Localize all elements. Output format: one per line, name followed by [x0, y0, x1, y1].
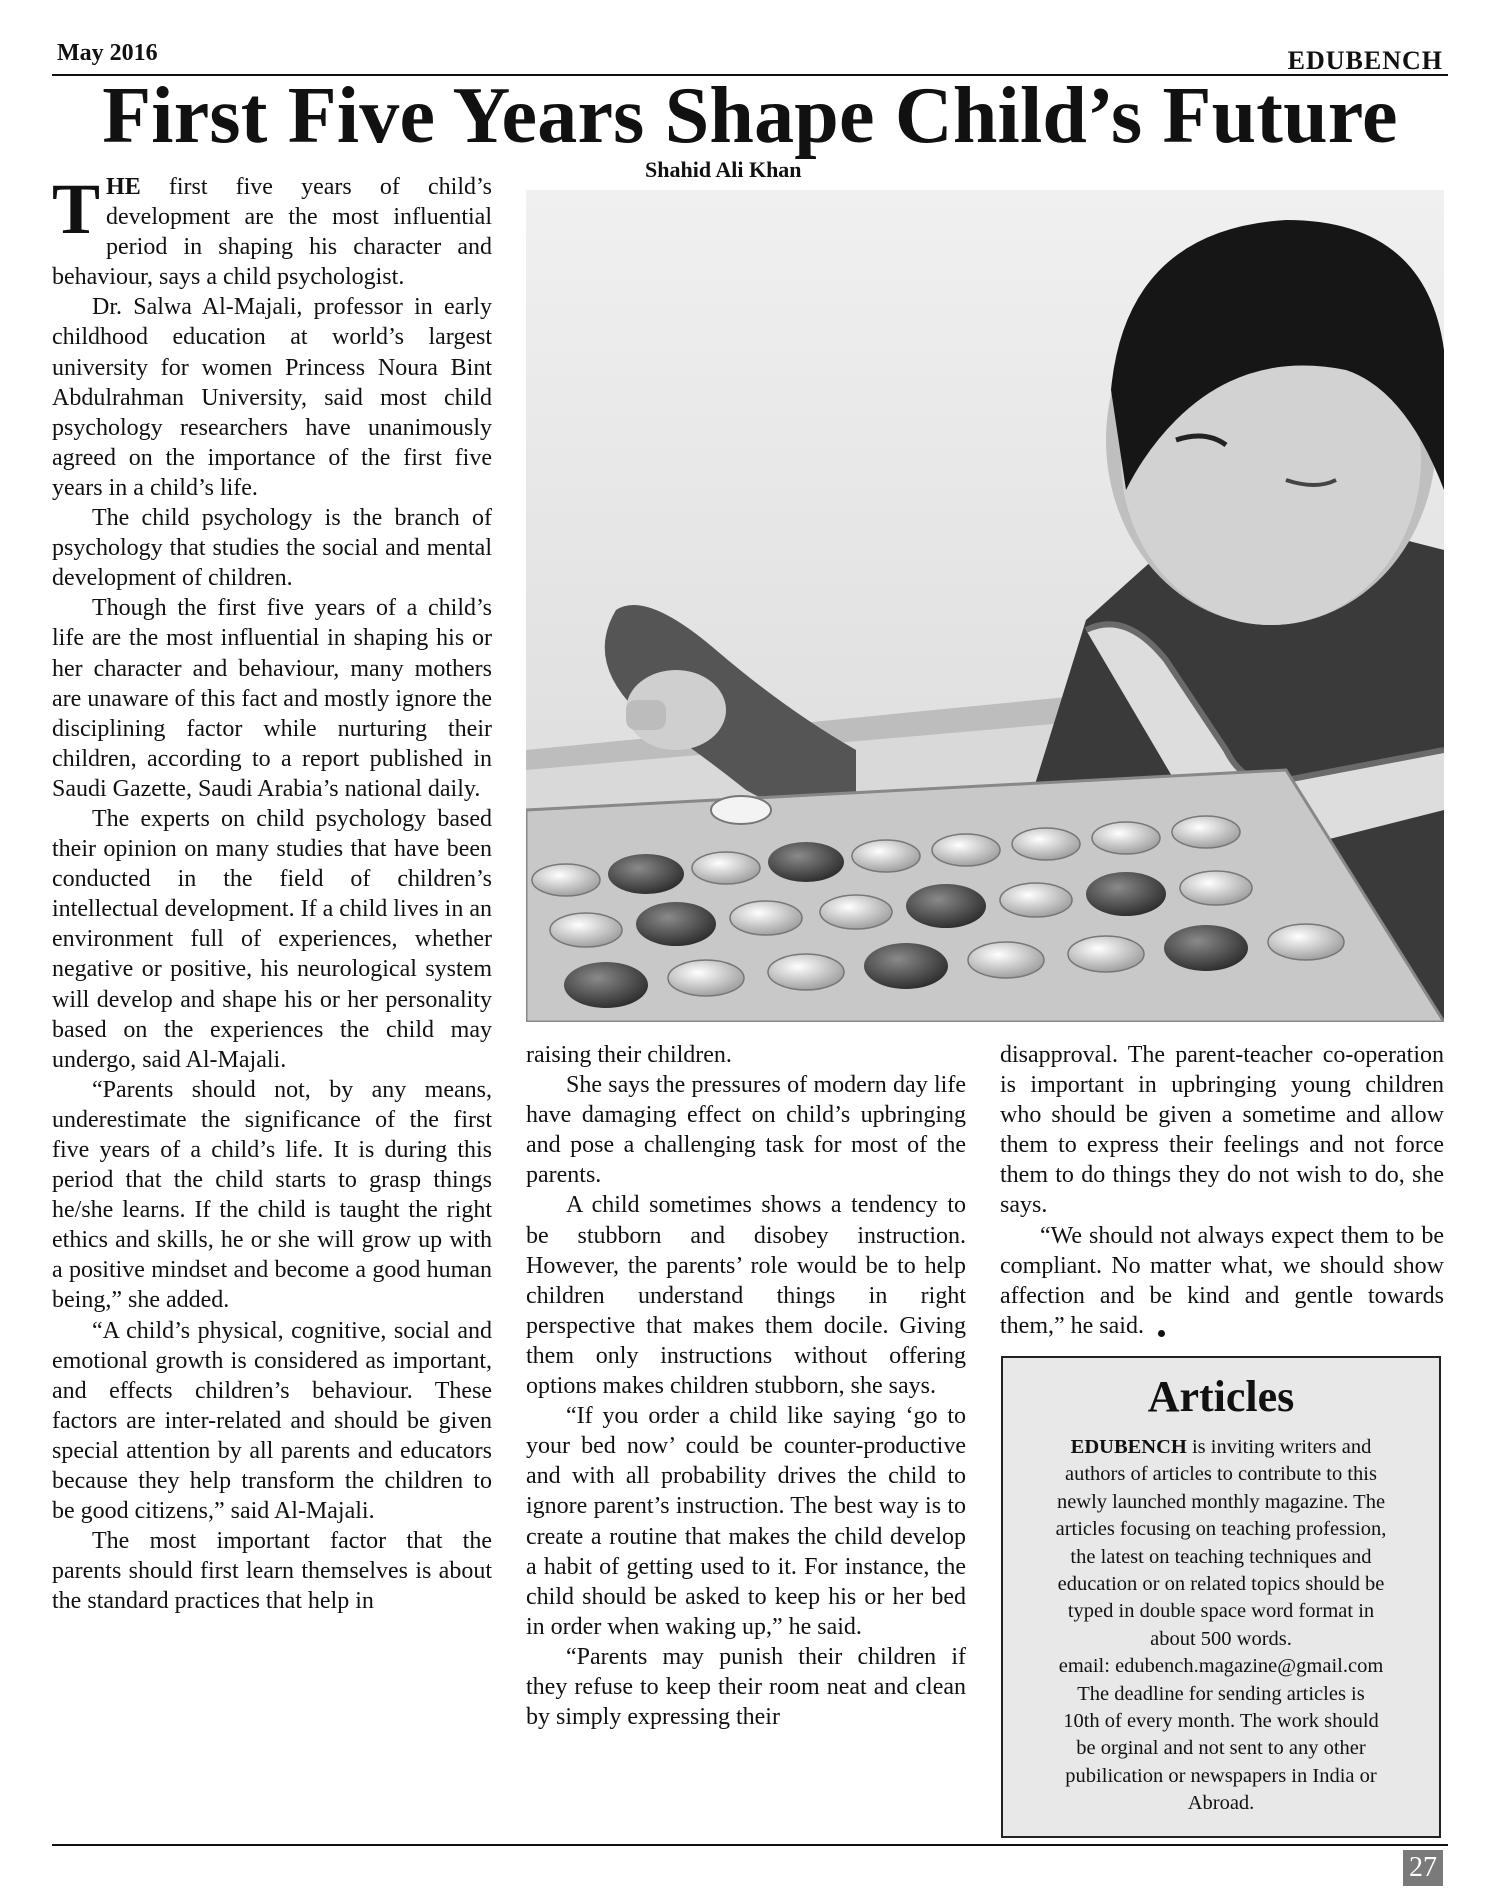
box-line: education or on related topics should be [1057, 1573, 1385, 1596]
game-board [526, 770, 1444, 1022]
article-paragraph: Though the first five years of a child’s life are the most influential in shaping his or her character and behaviour, many mothers are unaware of this fact and mostly ignore the disciplining factor while nurturing their children, according to a report published in Saudi Gazette, Saudi Arabia’s national daily. [52, 595, 492, 802]
box-line: 10th of every month. The work should [1063, 1710, 1379, 1733]
issue-date: May 2016 [57, 40, 158, 66]
end-mark-icon [1158, 1330, 1165, 1337]
article-paragraph: A child sometimes shows a tendency to be stubborn and disobey instruction. However, the parents’ role would be to help children understand things in right perspective that makes them docile. Giving them only instructions without offering options makes children stubborn, she says. [526, 1192, 966, 1400]
box-line: EDUBENCH is inviting writers and [1070, 1436, 1372, 1458]
article-paragraph: The child psychology is the branch of psychology that studies the social and mental development of children. [52, 505, 492, 592]
article-paragraph: “A child’s physical, cognitive, social and emotional growth is considered as important, and effects children’s behaviour. These factors are inter-related and should be given special attention by all parents and educators because they help transform the children to be good citizens,” said Al-Majali. [52, 1317, 492, 1525]
box-email[interactable]: email: edubench.magazine@gmail.com [1058, 1655, 1384, 1678]
lead-caps: HE [106, 174, 141, 200]
box-title: Articles [1147, 1372, 1295, 1421]
article-headline: First Five Years Shape Child’s Future [102, 72, 1398, 160]
article-paragraph: disapproval. The parent-teacher co-operation is important in upbringing young children who should be given a sometime and allow them to express their feelings and not force them to do things they do not wish to do, she says. [1000, 1042, 1444, 1219]
article-paragraph: “Parents should not, by any means, underestimate the significance of the first five years of a child’s life. It is during this period that the child starts to grasp things he/she learns. If the child is taught the right ethics and skills, he or she will grow up with a positive mindset and become a good human being,” she added. [52, 1076, 492, 1314]
box-line: typed in double space word format in [1067, 1600, 1375, 1623]
article-paragraph: The most important factor that the parents should first learn themselves is about the standard practices that help in [52, 1528, 492, 1615]
box-body [1003, 1434, 1439, 1818]
box-line: articles focusing on teaching profession, [1055, 1518, 1387, 1541]
page-number: 27 [1403, 1850, 1443, 1886]
article-byline: Shahid Ali Khan [645, 157, 802, 182]
article-paragraph: “Parents may punish their children if they refuse to keep their room neat and clean by simply expressing their [526, 1643, 966, 1731]
article-paragraph [52, 169, 492, 292]
box-line: newly launched monthly magazine. The [1056, 1490, 1386, 1513]
article-paragraph: The experts on child psychology based their opinion on many studies that have been conducted in the field of children’s intellectual development. If a child lives in an environment full of experiences, whether negative or positive, his neurological system will develop and shape his or her personality based on the experiences the child may undergo, said Al-Majali. [52, 805, 492, 1073]
photo-child-playing-board-game-icon [526, 190, 1444, 1022]
box-brand: EDUBENCH [1070, 1436, 1187, 1458]
article-paragraph [1000, 1221, 1444, 1341]
closing-quote-text: “We should not always expect them to be compliant. No matter what, we should show affection and be kind and gentle towards them,” he said. [1000, 1222, 1444, 1339]
box-line: about 500 words. [1150, 1627, 1292, 1650]
box-line: authors of articles to contribute to this [1065, 1463, 1377, 1486]
article-column-2 [526, 1040, 966, 1732]
box-line: the latest on teaching techniques and [1070, 1545, 1372, 1568]
magazine-name: EDUBENCH [1287, 46, 1443, 75]
drop-cap: T [52, 169, 101, 249]
article-paragraph: She says the pressures of modern day life have damaging effect on child’s upbringing and pose a challenging task for most of the parents. [526, 1072, 966, 1189]
articles-call-box [1001, 1356, 1441, 1838]
child-photo [526, 190, 1444, 1022]
article-paragraph: Dr. Salwa Al-Majali, professor in early childhood education at world’s largest university for women Princess Noura Bint Abdulrahman University, said most child psychology researchers have unanimously agreed on the importance of the first five years in a child’s life. [52, 294, 492, 501]
article-paragraph: raising their children. [526, 1042, 732, 1068]
box-line: Abroad. [1187, 1792, 1255, 1815]
article-paragraph: “If you order a child like saying ‘go to your bed now’ could be counter-productive and with all probability drives the child to ignore parent’s instruction. The best way is to create a routine that makes the child develop a habit of getting used to it. For instance, the child should be asked to keep his or her bed in order when waking up,” he said. [526, 1403, 966, 1640]
article-column-1 [52, 169, 492, 1617]
box-line: pubilication or newspapers in India or [1065, 1764, 1377, 1787]
footer-rule [52, 1844, 1448, 1846]
article-column-3 [1000, 1040, 1444, 1341]
box-line: The deadline for sending articles is [1077, 1682, 1365, 1705]
lead-text: first five years of child’s development are the most influential period in shaping his character and behaviour, says a child psychologist. [52, 174, 492, 291]
box-line: be orginal and not sent to any other [1076, 1737, 1366, 1760]
